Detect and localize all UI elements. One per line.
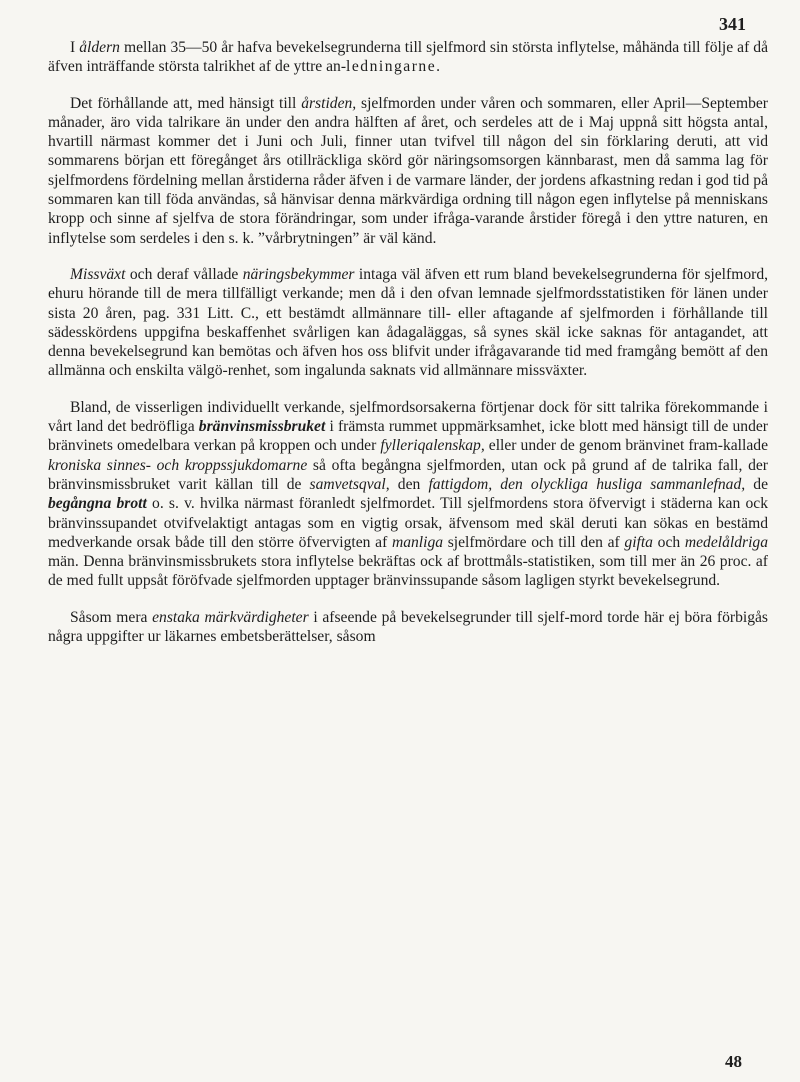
text-span: eller under de genom bränvinet fram-kallade [484,437,768,455]
emphasized-text: kroniska sinnes- och kroppssjukdomarne [48,456,308,474]
emphasized-text: manliga [391,533,444,551]
emphasized-text: samvetsqval, [309,475,390,493]
text-span: den [389,475,429,493]
text-span: . [436,58,441,76]
emphasized-text: medelåldriga [684,533,769,551]
text-span: Bland, de visserligen individuellt verkande, sjelfmordsorsakerna förtjenar dock för sitt talrika förekommande i vårt land det bedröfliga [48,398,768,436]
text-span: så ofta begångna sjelfmorden, utan ock på grund af de talrika fall, der bränvinsmissbruket varit källan till de [48,456,768,493]
body-text [48,38,768,663]
text-span: i afseende på bevekelsegrunder till sjelf-mord torde här ej böra förbigås några uppgifter ur läkarnes embetsberättelser, såsom [48,608,768,646]
emphasized-text: fylleriqalenskap, [380,437,485,455]
emphasized-text: fattigdom, den olyckliga husliga sammanlefnad, [428,475,746,493]
emphasized-text: begångna brott [48,495,147,513]
emphasized-text: enstaka märkvärdigheter [152,608,309,626]
text-span: I [70,39,80,56]
text-span: intaga väl äfven ett rum bland bevekelsegrunderna för sjelfmord, ehuru hörande till de mera tillfälligt verkande; men då i den ofvan lemnade sjelfmordsstatistiken för länen under sista 20 åren, pag. 331 Litt. C., ett bestämdt allmännare till- eller aftagande af sjelfmorden i förhållande till sädesskördens uppgifna beskaffenhet svårligen kan ådagaläggas, så synes skäl icke saknas för antagandet, att denna bevekelsegrund kan bemötas och äfven hos oss blifvit under ifrågavarande tid med framgång bemött af den allmänna och enskilta välgö-renhet, som ingalunda saknats vid allmännare missväxter. [48,265,769,380]
page-number: 341 [719,14,746,34]
paragraph [48,398,768,591]
text-span: de [745,475,768,493]
text-span: mellan 35—50 år hafva bevekelsegrunderna till sjelfmord sin största inflytelse, måhända till följe af då äfven inträffande största talrikhet af de yttre an- [48,39,769,76]
paragraph [48,265,768,381]
emphasized-text: Missväxt [70,265,126,283]
text-span: ledningarne [346,58,437,76]
text-span: och deraf vållade [125,265,243,283]
emphasized-text: näringsbekymmer [242,265,355,283]
text-span: i främsta rummet uppmärksamhet, icke blott med hänsigt till de under bränvinets omedelbara verkan på kroppen och under [48,418,768,455]
emphasized-text: åldern [79,39,120,56]
emphasized-text: bränvinsmissbruket [198,418,326,436]
emphasized-text: gifta [624,533,653,551]
text-span: och [652,533,685,551]
text-span: män. Denna bränvinsmissbrukets stora inflytelse bekräftas ock af brottmåls-statistiken, som till mer än 26 proc. af de med fullt uppsåt föröfvade sjelfmorden upptager bränvinssupande såsom lagligen styrkt bevekelsegrund. [48,553,768,590]
paragraph [48,38,768,77]
signature-mark: 48 [725,1052,742,1071]
paragraph [48,608,768,647]
text-span: Det förhållande att, med hänsigt till [70,94,302,112]
text-span: sjelfmördare och till den af [443,533,625,551]
paragraph [48,94,768,248]
text-span: o. s. v. hvilka närmast föranledt sjelfmordet. Till sjelfmordens stora öfvervigt i städerna kan ock bränvinssupandet otvifvelaktigt antagas som en vigtig orsak, äfvensom med skäl deruti kan sökas en bestämd medverkande orsak både till den större öfvervigten af [48,495,768,551]
text-span: Såsom mera [70,608,153,626]
text-span: sjelfmorden under våren och sommaren, eller April—September månader, äro vida talrikare än under den andra hälften af året, och serdeles att de i Maj uppnå sitt högsta antal, hvartill närmast kommer det i Juni och Juli, finner utan tvifvel till någon del sin förklaring deruti, att vid sommarens början ett föregånget års otillräckliga skörd gör näringsomsorgen kännbarast, men då samma lag för sjelfmordens fördelning mellan årstiderna råder äfven i de varmare länder, der jordens afkastning redan i god tid på sommaren kan till föda användas, så hänvisar denna märkvärdiga ordning till någon egen inflytelse på menniskans kropp och sinne af sjelfva de stora förändringar, som under ifråga-varande årstider föregå i den yttre naturen, en inflytelse som serdeles i den s. k. ”vårbrytningen” är väl känd. [48,94,768,247]
emphasized-text: årstiden, [301,94,357,112]
